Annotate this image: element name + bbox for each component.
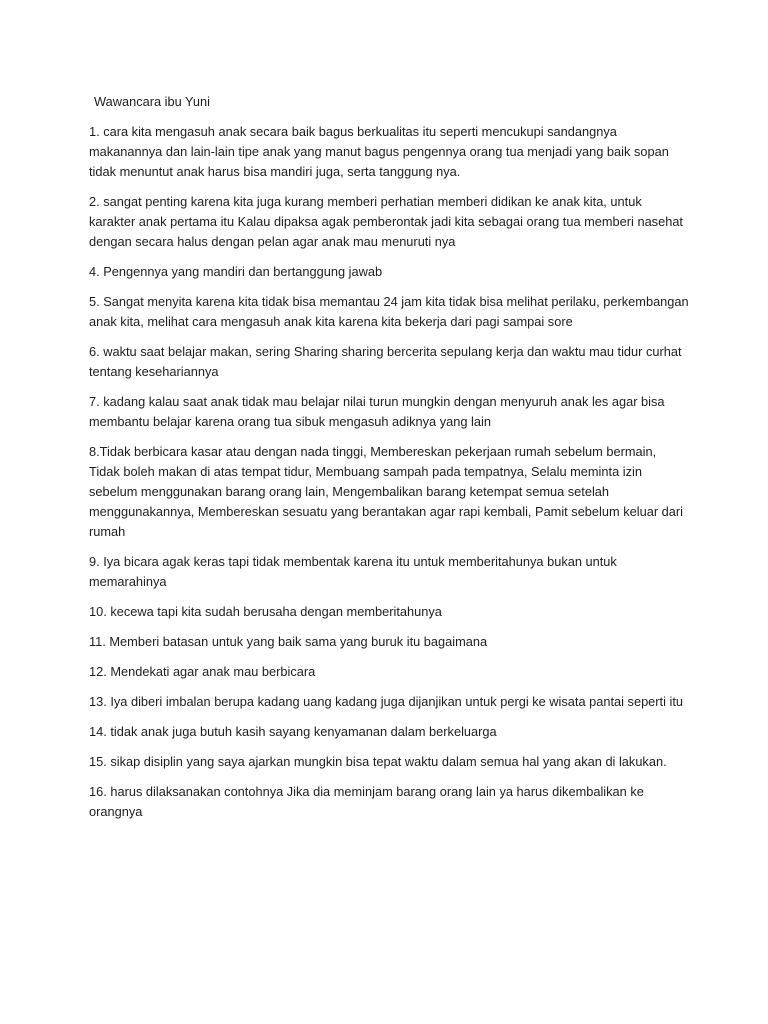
- answer-item: 1. cara kita mengasuh anak secara baik bagus berkualitas itu seperti mencukupi sandangnya makanannya dan lain-lain tipe anak yang manut bagus pengennya orang tua menjadi yang baik sopan tidak menuntut anak harus bisa mandiri juga, serta tanggung nya.: [89, 124, 669, 179]
- answer-item: 15. sikap disiplin yang saya ajarkan mungkin bisa tepat waktu dalam semua hal yang akan di lakukan.: [89, 754, 667, 769]
- answer-item: 13. Iya diberi imbalan berupa kadang uang kadang juga dijanjikan untuk pergi ke wisata pantai seperti itu: [89, 694, 684, 709]
- answer-item: 8.Tidak berbicara kasar atau dengan nada tinggi, Membereskan pekerjaan rumah sebelum bermain, Tidak boleh makan di atas tempat tidur, Membuang sampah pada tempatnya, Selalu meminta izin sebelum menggunakan barang orang lain, Mengembalikan barang ketempat semua setelah menggunakannya, Membereskan sesuatu yang berantakan agar rapi kembali, Pamit sebelum keluar dari rumah: [89, 444, 683, 539]
- answer-item: 2. sangat penting karena kita juga kurang memberi perhatian memberi didikan ke anak kita, untuk karakter anak pertama itu Kalau dipaksa agak pemberontak jadi kita sebagai orang tua memberi nasehat dengan secara halus dengan pelan agar anak mau menuruti nya: [89, 194, 683, 249]
- answer-item: 12. Mendekati agar anak mau berbicara: [89, 664, 316, 679]
- document-page: [89, 92, 689, 832]
- answer-item: 16. harus dilaksanakan contohnya Jika dia meminjam barang orang lain ya harus dikembalikan ke orangnya: [89, 784, 644, 819]
- answer-item: 9. Iya bicara agak keras tapi tidak membentak karena itu untuk memberitahunya bukan untuk memarahinya: [89, 554, 617, 589]
- answer-item: 5. Sangat menyita karena kita tidak bisa memantau 24 jam kita tidak bisa melihat perilaku, perkembangan anak kita, melihat cara mengasuh anak kita karena kita bekerja dari pagi sampai sore: [89, 294, 689, 329]
- answer-item: 11. Memberi batasan untuk yang baik sama yang buruk itu bagaimana: [89, 634, 488, 649]
- answer-list: [89, 122, 689, 822]
- document-title: Wawancara ibu Yuni: [94, 94, 210, 109]
- answer-item: 6. waktu saat belajar makan, sering Sharing sharing bercerita sepulang kerja dan waktu mau tidur curhat tentang kesehariannya: [89, 344, 682, 379]
- answer-item: 4. Pengennya yang mandiri dan bertanggung jawab: [89, 264, 383, 279]
- answer-item: 7. kadang kalau saat anak tidak mau belajar nilai turun mungkin dengan menyuruh anak les agar bisa membantu belajar karena orang tua sibuk mengasuh adiknya yang lain: [89, 394, 665, 429]
- answer-item: 10. kecewa tapi kita sudah berusaha dengan memberitahunya: [89, 604, 442, 619]
- answer-item: 14. tidak anak juga butuh kasih sayang kenyamanan dalam berkeluarga: [89, 724, 497, 739]
